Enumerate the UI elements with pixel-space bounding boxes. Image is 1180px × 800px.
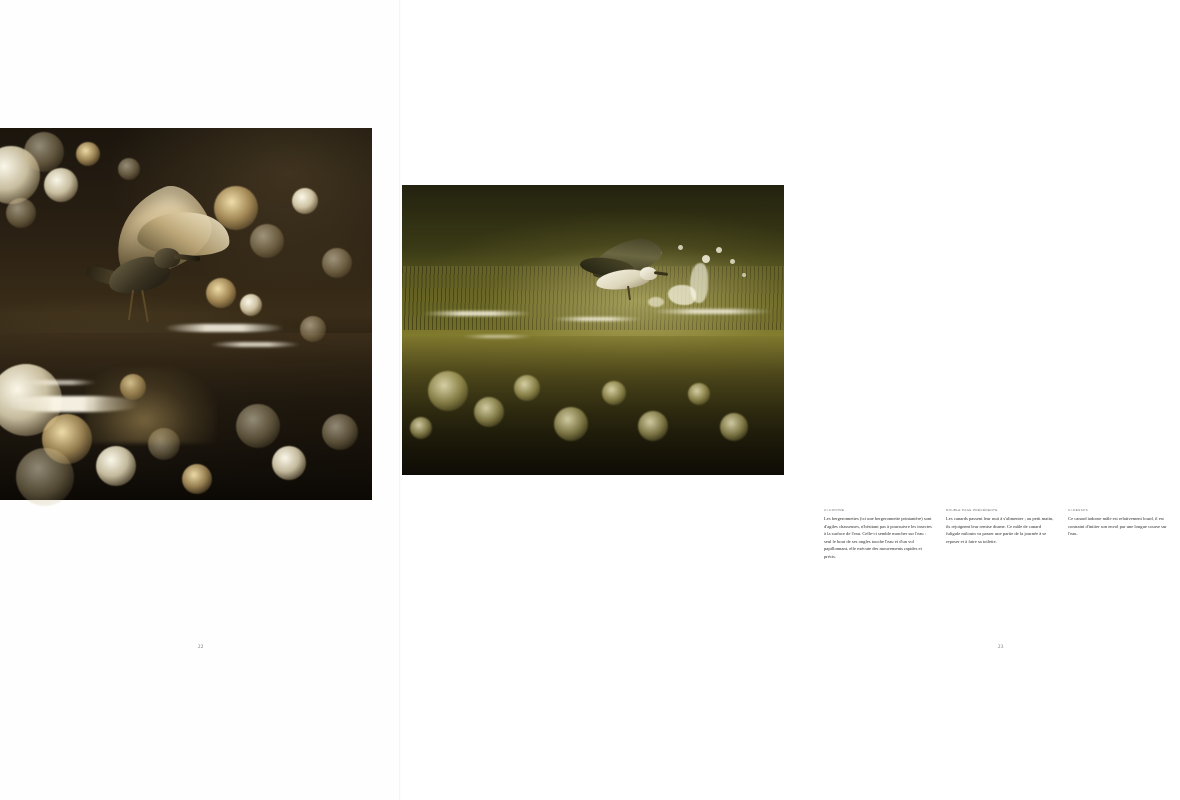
leg [141, 290, 149, 322]
splash-plume [690, 263, 708, 303]
caption-body: Les bergeronnettes (ici une bergeronnette printanière) sont d'agiles chasseuses, n'hésitant pas à poursuivre les insectes à la surface de l'eau. Celle-ci semble marcher sur l'eau : seul le bout de ses ongles touche l'eau et d'un vol papillonnant, elle exécute des mouvements rapides et précis. [824, 516, 932, 559]
bokeh-circle [720, 413, 748, 441]
bokeh-circle [638, 411, 668, 441]
folio-left: 22 [198, 645, 204, 650]
page-gutter [399, 0, 401, 800]
bokeh-circle [96, 446, 136, 486]
bokeh-circle [554, 407, 588, 441]
right-photo [402, 185, 784, 475]
caption-body: Les canards passent leur nuit à s'alimenter ; au petit matin, ils rejoignent leur remise diurne. Ce mâle de canard fuligule milouin va passer une partie de la journée à se reposer et à faire sa toilette. [946, 516, 1054, 544]
caption-block [824, 508, 1180, 560]
bokeh-circle [16, 448, 74, 506]
bokeh-circle [118, 158, 140, 180]
left-page [0, 0, 400, 800]
leg [128, 290, 134, 320]
bird-silhouette-duck [574, 240, 684, 300]
bokeh-circle [474, 397, 504, 427]
bokeh-circle [6, 198, 36, 228]
bokeh-circle [44, 168, 78, 202]
right-page [400, 0, 1167, 800]
bokeh-circle [410, 417, 432, 439]
bokeh-circle [514, 375, 540, 401]
bokeh-circle [292, 188, 318, 214]
water-highlight [462, 335, 532, 338]
bird-reflection [86, 367, 216, 444]
folio-right: 23 [998, 645, 1004, 650]
caption-kicker: CI-CONTRE [824, 508, 845, 512]
water-highlight [652, 309, 772, 314]
bokeh-circle [322, 414, 358, 450]
bird-silhouette-wagtail [78, 186, 268, 376]
bokeh-circle [300, 316, 326, 342]
bokeh-circle [76, 142, 100, 166]
bokeh-circle [24, 132, 64, 172]
caption-kicker: CI-DESSUS [1068, 508, 1088, 512]
caption-body: Ce canard tadorne mâle est relativement lourd, il est contraint d'initier son envol par une longue course sur l'eau. [1068, 516, 1167, 537]
splash-droplet [730, 259, 735, 264]
bokeh-circle [322, 248, 352, 278]
splash-droplet [716, 247, 722, 253]
caption-kicker: DOUBLE PAGE PRÉCÉDENTE [946, 508, 998, 512]
bokeh-circle [272, 446, 306, 480]
bokeh-circle [602, 381, 626, 405]
left-photo [0, 128, 372, 500]
splash-droplet [702, 255, 710, 263]
caption-column [1068, 508, 1176, 560]
caption-column [946, 508, 1054, 560]
caption-column [824, 508, 932, 560]
water-highlight [422, 311, 532, 316]
water-highlight [552, 317, 642, 321]
bokeh-circle [236, 404, 280, 448]
splash-droplet [742, 273, 746, 277]
bokeh-circle [428, 371, 468, 411]
bokeh-circle [688, 383, 710, 405]
bokeh-circle [182, 464, 212, 494]
